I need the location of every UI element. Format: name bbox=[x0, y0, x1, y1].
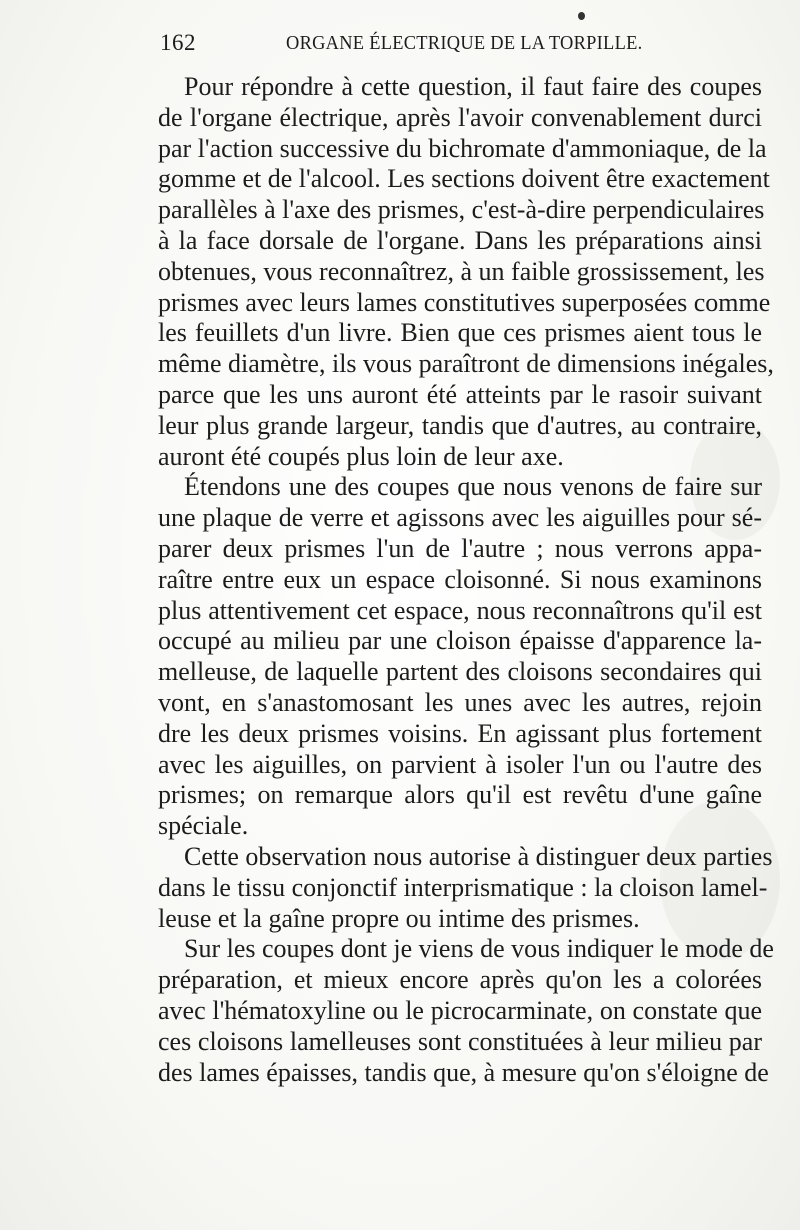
text-line: ces cloisons lamelleuses sont constituées à leur milieu par bbox=[158, 1026, 762, 1056]
paragraph bbox=[158, 472, 762, 842]
text-line: une plaque de verre et agissons avec les aiguilles pour sé- bbox=[158, 503, 762, 533]
body-text bbox=[158, 72, 774, 1088]
text-line: dre les deux prismes voisins. En agissant plus fortement bbox=[158, 718, 762, 748]
text-line: avec l'hématoxyline ou le picrocarminate, on constate que bbox=[158, 995, 762, 1025]
text-line: prismes; on remarque alors qu'il est revêtu d'une gaîne bbox=[158, 780, 762, 810]
text-line: même diamètre, ils vous paraîtront de dimensions inégales, bbox=[158, 349, 774, 379]
text-line: Sur les coupes dont je viens de vous indiquer le mode de bbox=[184, 934, 774, 964]
paragraph bbox=[158, 934, 774, 1088]
text-line: spéciale. bbox=[158, 811, 249, 841]
text-line: obtenues, vous reconnaîtrez, à un faible grossissement, les bbox=[158, 256, 765, 286]
text-line: de l'organe électrique, après l'avoir convenablement durci bbox=[158, 102, 762, 132]
text-line: parce que les uns auront été atteints par le rasoir suivant bbox=[158, 379, 762, 409]
text-line: à la face dorsale de l'organe. Dans les préparations ainsi bbox=[158, 225, 762, 255]
text-line: préparation, et mieux encore après qu'on les a colorées bbox=[158, 965, 762, 995]
page-header bbox=[160, 30, 760, 60]
text-line: par l'action successive du bichromate d'ammoniaque, de la bbox=[158, 133, 767, 163]
text-line: raître entre eux un espace cloisonné. Si nous examinons bbox=[158, 564, 762, 594]
ink-dot bbox=[578, 12, 585, 20]
text-line: les feuillets d'un livre. Bien que ces prismes aient tous le bbox=[158, 318, 762, 348]
text-line: Pour répondre à cette question, il faut faire des coupes bbox=[184, 72, 762, 101]
text-line: gomme et de l'alcool. Les sections doivent être exactement bbox=[158, 164, 770, 194]
text-line: occupé au milieu par une cloison épaisse d'apparence la- bbox=[158, 626, 762, 656]
text-line: Étendons une des coupes que nous venons de faire sur bbox=[184, 472, 762, 502]
paragraph bbox=[158, 841, 773, 934]
text-line: vont, en s'anastomosant les unes avec les autres, rejoin bbox=[158, 687, 762, 717]
text-line: des lames épaisses, tandis que, à mesure qu'on s'éloigne de bbox=[158, 1057, 769, 1087]
text-line: auront été coupés plus loin de leur axe. bbox=[158, 441, 564, 471]
page-number: 162 bbox=[160, 30, 196, 55]
text-line: leuse et la gaîne propre ou intime des prismes. bbox=[158, 903, 640, 933]
running-title: ORGANE ÉLECTRIQUE DE LA TORPILLE. bbox=[286, 32, 643, 54]
text-line: melleuse, de laquelle partent des cloisons secondaires qui bbox=[158, 657, 762, 687]
text-line: parer deux prismes l'un de l'autre ; nous verrons appa- bbox=[158, 533, 762, 563]
paragraph bbox=[158, 72, 774, 472]
text-line: plus attentivement cet espace, nous reconnaîtrons qu'il est bbox=[158, 595, 762, 625]
text-line: leur plus grande largeur, tandis que d'autres, au contraire, bbox=[158, 410, 762, 440]
text-line: Cette observation nous autorise à distinguer deux parties bbox=[184, 841, 773, 871]
text-line: dans le tissu conjonctif interprismatique : la cloison lamel- bbox=[158, 872, 768, 902]
text-line: prismes avec leurs lames constitutives superposées comme bbox=[158, 287, 771, 317]
text-line: parallèles à l'axe des prismes, c'est-à-dire perpendiculaires bbox=[158, 195, 765, 225]
text-line: avec les aiguilles, on parvient à isoler l'un ou l'autre des bbox=[158, 749, 762, 779]
